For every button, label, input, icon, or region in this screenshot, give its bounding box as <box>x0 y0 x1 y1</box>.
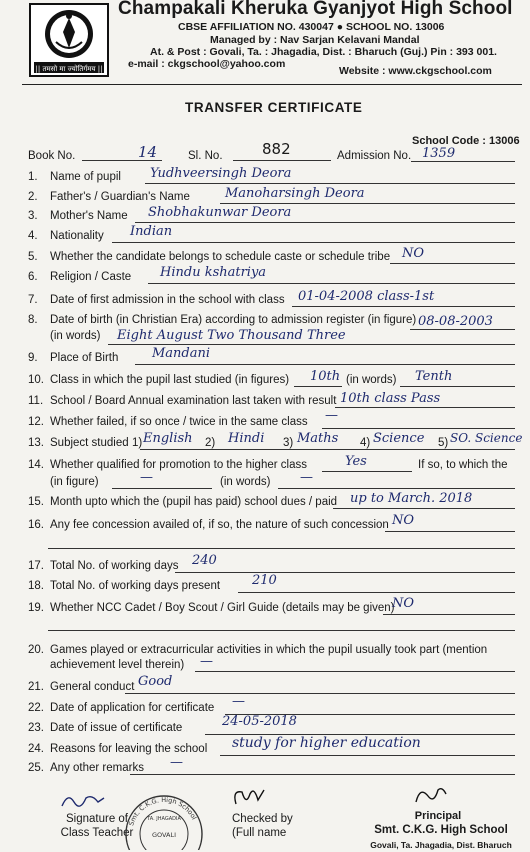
row-12: 12. Whether failed, if so once / twice in the same class <box>28 416 308 428</box>
row-21: 21. General conduct <box>28 681 135 693</box>
class-words-value: Tenth <box>415 369 453 384</box>
class-words-label: (in words) <box>346 374 397 386</box>
transfer-certificate: || तमसो मा ज्योतिर्गमय || Champakali Kheruka Gyanjyot High School CBSE AFFILIATION NO. 430047 ● SCHOOL NO. 13006 Managed by : Nav Sarjan Kelavani Mandal At. & Post : Govali, Ta. : Jhagadia, Dist. : Bharuch (Guj.) Pin : 393 001. e-mail : ckgschool@yahoo.com Website : www.ckgschool.com TRANSFER CERTIFICATE School Code : 13006 Book No. 14 Sl. No. 882 Admission No. 1359 1. Name of pupil Yudhveersingh Deora 2. Father's / Guardian's Name Manoharsingh Deora 3. Mother's Name Shobhakunwar Deora 4. Nationality Indian 5. Whether the candidate belongs to schedule caste or schedule tribe NO 6. Religion / Caste Hindu kshatriya 7. Date of first admission in the school with class 01-04-2008 class-1st 8. Date of birth (in Christian Era) according to admission register (in figure) 08-08-2003 (in words) Eight August Two Thousand Three 9. Place of Birth Mandani 10. Class in which the pupil last studied (in figures) 10th (in words) Tenth 11. School / Board Annual examination last taken with result 10th class Pass 12. Whether failed, if so once / twice in the same class — 13. Subject studied 1) English 2) Hindi 3) Maths 4) Science 5) SO. Science 14. Whether qualified for promotion to the higher class Yes If so, to which the (in figure) — (in words) — 15. Month upto which the (pupil has paid) school dues / paid up to March. 2018 16. Any fee concession availed of, if so, the nature of such concession NO 17. Total No. of working days 240 18. Total No. of working days present 210 19. Whether NCC Cadet / Boy Scout / Girl Guide (details may be given) NO 20. Games played or extracurricular activities in which the pupil usually took part (mention achievement level therein) — 21. General conduct Good 22. Date of application for certificate — 23. Date of issue of certificate 24-05-2018 24. Reasons for leaving the school study for higher education 25. Any other remarks — Signature of Class Teacher Smt. C.K.G. High School GOVALI TA. JHAGADIA Checked by (Full name Principal Smt. C.K.G. High School Govali, Ta. Jhagadia, Dist. Bharuch <box>0 0 530 850</box>
dob-words-value: Eight August Two Thousand Three <box>117 328 346 343</box>
school-code: School Code : 13006 <box>412 135 520 147</box>
row-24: 24. Reasons for leaving the school <box>28 743 208 755</box>
address-line: At. & Post : Govali, Ta. : Jhagadia, Dist. : Bharuch (Guj.) Pin : 393 001. <box>150 46 497 58</box>
principal-signature <box>410 782 450 810</box>
nationality-value: Indian <box>130 224 173 239</box>
sl-label: Sl. No. <box>188 150 223 162</box>
row-14: 14. Whether qualified for promotion to the higher class <box>28 459 307 471</box>
concession-value: NO <box>392 513 415 528</box>
mother-name-value: Shobhakunwar Deora <box>148 205 292 220</box>
principal-title: Principal <box>414 810 462 822</box>
sl-value: 882 <box>262 140 291 158</box>
pupil-name-value: Yudhveersingh Deora <box>150 166 292 181</box>
row-17: 17. Total No. of working days <box>28 560 179 572</box>
school-stamp <box>120 790 208 850</box>
row-4: 4. Nationality <box>28 230 104 242</box>
principal-school: Smt. C.K.G. High School <box>374 824 508 836</box>
class-teacher-label: Signature of Class Teacher <box>60 813 134 839</box>
activities-value: — <box>200 654 213 669</box>
header-divider <box>22 84 522 85</box>
row-10: 10. Class in which the pupil last studied (in figures) <box>28 374 290 386</box>
email-line: e-mail : ckgschool@yahoo.com <box>128 58 286 70</box>
application-date-value: — <box>232 694 245 709</box>
issue-date-value: 24-05-2018 <box>222 714 297 729</box>
school-logo-emblem <box>28 2 110 78</box>
svg-text:GOVALI: GOVALI <box>151 831 177 839</box>
row-25: 25. Any other remarks <box>28 762 144 774</box>
admission-value: 1359 <box>422 146 456 161</box>
birth-place-value: Mandani <box>152 346 211 361</box>
row-14-figure: (in figure) <box>50 476 99 488</box>
affiliation-line: CBSE AFFILIATION NO. 430047 ● SCHOOL NO. 13006 <box>178 21 445 33</box>
book-value: 14 <box>138 143 158 161</box>
subject-4: Science <box>373 431 425 446</box>
dues-value: up to March. 2018 <box>350 491 473 506</box>
svg-text:TA. JHAGADIA: TA. JHAGADIA <box>147 816 181 822</box>
row-20-cont: achievement level therein) <box>50 659 185 671</box>
religion-value: Hindu kshatriya <box>160 265 267 280</box>
ncc-value: NO <box>392 596 415 611</box>
subject-1: English <box>143 431 193 446</box>
row-20: 20. Games played or extracurricular activities in which the pupil usually took part (mention <box>28 644 488 656</box>
row-1: 1. Name of pupil <box>28 171 121 183</box>
first-admission-value: 01-04-2008 class-1st <box>298 289 435 304</box>
checked-by-signature <box>228 782 270 812</box>
row-22: 22. Date of application for certificate <box>28 702 215 714</box>
promotion-words-label: (in words) <box>220 476 271 488</box>
row-19: 19. Whether NCC Cadet / Boy Scout / Girl Guide (details may be given) <box>28 602 395 614</box>
admission-label: Admission No. <box>337 150 412 162</box>
dob-figure-value: 08-08-2003 <box>418 314 493 329</box>
working-days-value: 240 <box>192 553 217 568</box>
subject-5: SO. Science <box>450 431 523 445</box>
row-16: 16. Any fee concession availed of, if so, the nature of such concession <box>28 519 389 531</box>
certificate-title: TRANSFER CERTIFICATE <box>185 100 363 115</box>
father-name-value: Manoharsingh Deora <box>225 186 365 201</box>
promotion-figure-value: — <box>140 470 153 485</box>
leaving-reason-value: study for higher education <box>232 735 421 751</box>
days-present-value: 210 <box>252 573 277 588</box>
school-name: Champakali Kheruka Gyanjyot High School <box>118 0 513 19</box>
row-8: 8. Date of birth (in Christian Era) according to admission register (in figure) <box>28 314 417 326</box>
subject-2: Hindi <box>228 431 265 446</box>
motto-text: || तमसो मा ज्योतिर्गमय || <box>35 65 103 73</box>
managed-by-line: Managed by : Nav Sarjan Kelavani Mandal <box>210 34 420 46</box>
row-3: 3. Mother's Name <box>28 210 128 222</box>
promotion-words-value: — <box>300 470 313 485</box>
exam-result-value: 10th class Pass <box>340 391 441 406</box>
website-line: Website : www.ckgschool.com <box>339 65 492 77</box>
promotion-value: Yes <box>345 454 367 469</box>
svg-text:Smt. C.K.G. High School: Smt. C.K.G. High School <box>127 795 199 827</box>
class-figures-value: 10th <box>310 369 341 384</box>
row-23: 23. Date of issue of certificate <box>28 722 183 734</box>
row-7: 7. Date of first admission in the school with class <box>28 294 285 306</box>
row-9: 9. Place of Birth <box>28 352 119 364</box>
row-18: 18. Total No. of working days present <box>28 580 221 592</box>
caste-tribe-value: NO <box>402 246 425 261</box>
row-15: 15. Month upto which the (pupil has paid) school dues / paid <box>28 496 338 508</box>
row-13: 13. Subject studied <box>28 437 129 449</box>
conduct-value: Good <box>138 674 173 689</box>
row-2: 2. Father's / Guardian's Name <box>28 191 190 203</box>
principal-address: Govali, Ta. Jhagadia, Dist. Bharuch <box>370 840 512 850</box>
row-5: 5. Whether the candidate belongs to schedule caste or schedule tribe <box>28 251 391 263</box>
remarks-value: — <box>170 755 183 770</box>
failed-value: — <box>325 408 338 423</box>
row-11: 11. School / Board Annual examination last taken with result <box>28 395 337 407</box>
class-teacher-signature <box>58 788 108 812</box>
checked-by-label: Checked by (Full name <box>232 813 293 839</box>
row-8-words: (in words) <box>50 330 101 342</box>
book-label: Book No. <box>28 150 76 162</box>
row-6: 6. Religion / Caste <box>28 271 132 283</box>
promotion-class-label: If so, to which the <box>418 459 508 471</box>
subject-3: Maths <box>297 431 339 446</box>
